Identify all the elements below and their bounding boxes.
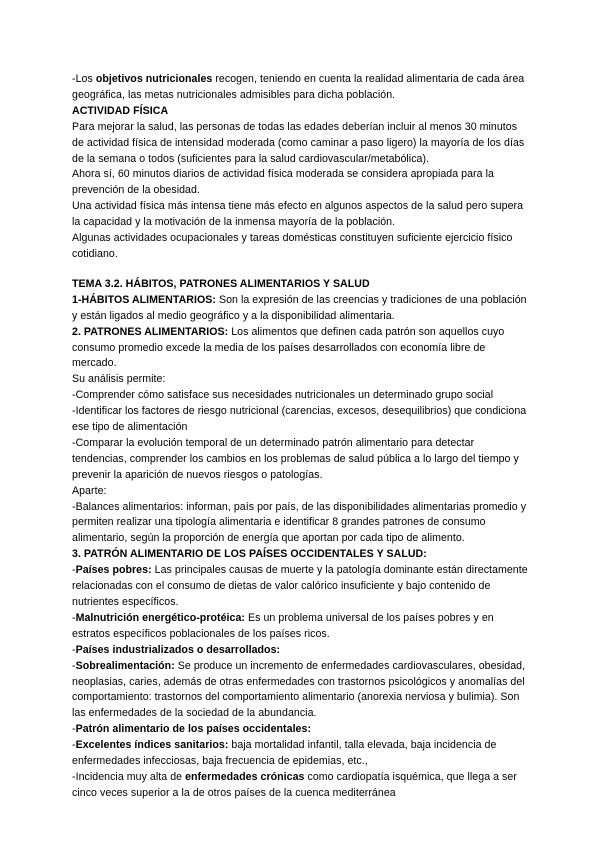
text-run: -Los <box>72 73 96 85</box>
text-run: -Comprender cómo satisface sus necesidades nutricionales un determinado grupo social <box>72 389 494 402</box>
text-run: - <box>72 611 76 624</box>
bold-text: Países industrializados o desarrollados: <box>75 643 281 656</box>
section-heading <box>72 277 530 293</box>
bold-text: 3. PATRÓN ALIMENTARIO DE LOS PAÍSES OCCIDENTALES Y SALUD: <box>72 548 427 561</box>
bold-text: Patrón alimentario de los países occidentales: <box>75 723 312 736</box>
text-run: Se produce un incremento de enfermedades cardiovasculares, obesidad, neoplasias, caries, además de otras enfermedades con trastornos psicológicos y anomalías del comportamiento: trastornos del comportamiento alimentario (anorexia nerviosa y bulimia). Son las enfermedades de la sociedad de la abundancia. <box>72 659 526 720</box>
paragraph <box>72 770 530 802</box>
bold-text: 2. PATRONES ALIMENTARIOS: <box>72 325 229 338</box>
paragraph <box>72 436 530 484</box>
section-gap <box>72 263 530 277</box>
text-run: Ahora sí, 60 minutos diarios de actividad física moderada se considera apropiada para la prevención de la obesidad. <box>72 168 494 197</box>
text-run: -Identificar los factores de riesgo nutricional (carencias, excesos, desequilibrios) que condiciona ese tipo de alimentación <box>72 405 527 434</box>
text-run: Su análisis permite: <box>72 373 166 386</box>
paragraph <box>72 643 530 659</box>
bold-text: Excelentes índices sanitarios: <box>75 739 229 752</box>
paragraph <box>72 388 530 404</box>
bold-text: ACTIVIDAD FÍSICA <box>72 104 169 117</box>
paragraph <box>72 231 530 263</box>
section-heading <box>72 547 530 563</box>
paragraph <box>72 738 530 770</box>
text-run: -Comparar la evolución temporal de un determinado patrón alimentario para detectar tendencias, comprender los cambios en los problemas de salud pública a lo largo del tiempo y prevenir la aparición de nuevos riesgos o patologías. <box>72 436 519 481</box>
document-page <box>72 72 530 802</box>
bold-text: Países pobres: <box>75 564 152 577</box>
text-run: - <box>72 564 76 577</box>
text-run: - <box>72 643 76 656</box>
paragraph <box>72 722 530 738</box>
paragraph <box>72 404 530 436</box>
bold-text: 1-HÁBITOS ALIMENTARIOS: <box>72 293 216 306</box>
paragraph <box>72 120 530 168</box>
paragraph <box>72 72 530 104</box>
bold-text: TEMA 3.2. HÁBITOS, PATRONES ALIMENTARIOS Y SALUD <box>72 277 370 290</box>
paragraph <box>72 563 530 611</box>
bold-text: Sobrealimentación: <box>75 659 175 672</box>
text-run: Es un problema universal de los países pobres y en estratos específicos poblacionales de los países ricos. <box>72 611 494 640</box>
text-run: - <box>72 739 76 752</box>
text-run: - <box>72 723 76 736</box>
text-run: Son la expresión de las creencias y tradiciones de una población y están ligados al medio geográfico y a la disponibilidad alimentaria. <box>72 293 527 322</box>
text-run: Los alimentos que definen cada patrón son aquellos cuyo consumo promedio excede la media de los países desarrollados con economía libre de mercado. <box>72 325 505 370</box>
paragraph <box>72 659 530 723</box>
paragraph <box>72 293 530 325</box>
paragraph <box>72 500 530 548</box>
text-run: recogen, teniendo en cuenta la realidad alimentaria de cada área geográfica, las metas nutricionales admisibles para dicha población. <box>72 73 525 101</box>
text-run: -Incidencia muy alta de <box>72 770 186 783</box>
paragraph <box>72 167 530 199</box>
text-run: Una actividad física más intensa tiene más efecto en algunos aspectos de la salud pero supera la capacidad y la motivación de la inmensa mayoría de la población. <box>72 200 524 229</box>
paragraph <box>72 325 530 373</box>
bold-text: objetivos nutricionales <box>95 73 213 85</box>
paragraph <box>72 484 530 500</box>
text-run: Para mejorar la salud, las personas de todas las edades deberían incluir al menos 30 minutos de actividad física de intensidad moderada (como caminar a paso ligero) la mayoría de los días de la semana o todos (suficientes para la salud cardiovascular/metabólica). <box>72 120 525 165</box>
text-run: Algunas actividades ocupacionales y tareas domésticas constituyen suficiente ejercicio físico cotidiano. <box>72 232 513 260</box>
text-run: - <box>72 659 76 672</box>
text-run: -Balances alimentarios: informan, país por país, de las disponibilidades alimentarias promedio y permiten realizar una tipología alimentaria e identificar 8 grandes patrones de consumo alimentario, según la proporción de energía que aportan por cada tipo de alimento. <box>72 500 527 545</box>
text-run: Las principales causas de muerte y la patología dominante están directamente relacionadas con el consumo de dietas de valor calórico insuficiente y bajo contenido de nutrientes específicos. <box>72 564 528 608</box>
text-run: baja mortalidad infantil, talla elevada, baja incidencia de enfermedades infecciosas, baja frecuencia de epidemias, etc., <box>72 739 497 768</box>
paragraph <box>72 199 530 231</box>
paragraph <box>72 372 530 388</box>
text-run: como cardiopatía isquémica, que llega a ser cinco veces superior a la de otros países de la cuenca mediterránea <box>72 770 517 799</box>
text-run: Aparte: <box>72 484 107 497</box>
section-heading <box>72 104 530 120</box>
paragraph <box>72 611 530 643</box>
bold-text: Malnutrición energético-protéica: <box>75 611 245 624</box>
bold-text: enfermedades crónicas <box>185 770 305 783</box>
